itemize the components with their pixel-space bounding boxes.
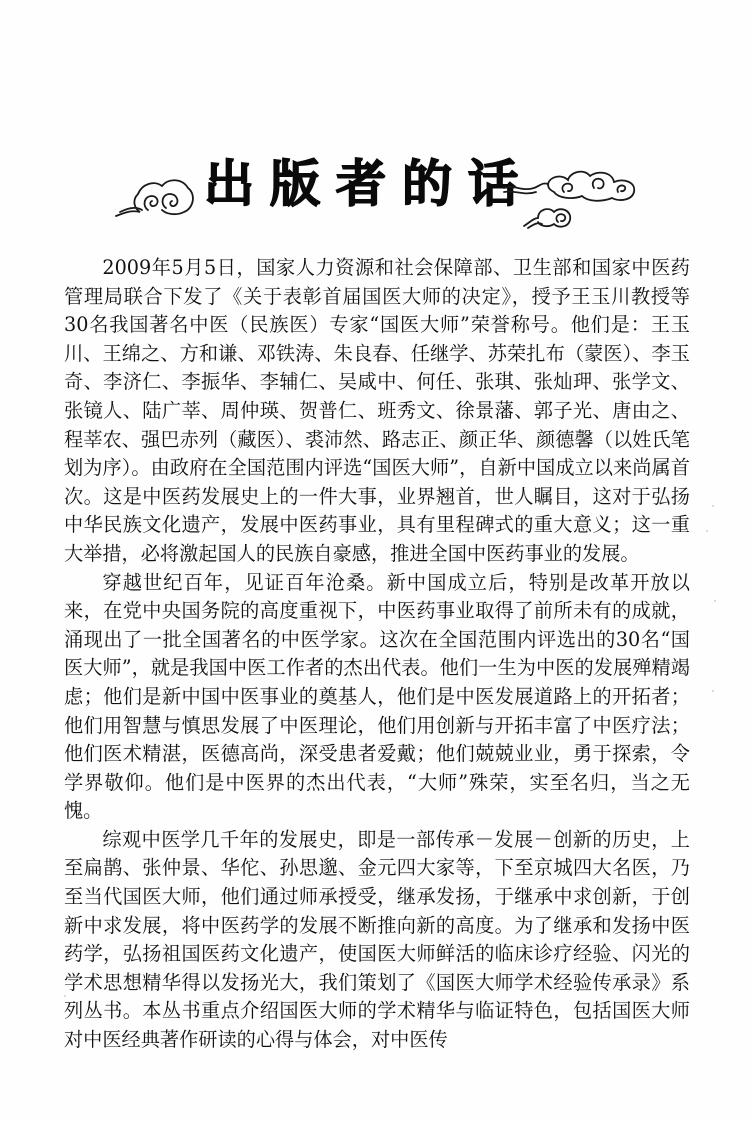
paragraph-2: 穿越世纪百年，见证百年沧桑。新中国成立后，特别是改革开放以来，在党中央国务院的高度重视下，中医药事业取得了前所未有的成就，涌现出了一批全国著名的中医学家。这次在全国范围内评选出的30名“国医大师”，就是我国中医工作者的杰出代表。他们一生为中医的发展殚精竭虑；他们是新中国中医事业的奠基人，他们是中医发展道路上的开拓者；他们用智慧与慎思发展了中医理论，他们用创新与开拓丰富了中医疗法；他们医术精湛，医德高尚，深受患者爱戴；他们兢兢业业，勇于探索，令学界敬仰。他们是中医界的杰出代表，“大师”殊荣，实至名归，当之无愧。 xyxy=(64,570,690,823)
scan-speck xyxy=(712,505,714,507)
title-banner xyxy=(112,148,652,228)
scan-speck xyxy=(706,530,708,532)
paragraph-1: 2009年5月5日，国家人力资源和社会保障部、卫生部和国家中医药管理局联合下发了《关于表彰首届国医大师的决定》，授予王玉川教授等30名我国著名中医（民族医）专家“国医大师”荣誉称号。他们是：王玉川、王绵之、方和谦、邓铁涛、朱良春、任继学、苏荣扎布（蒙医）、李玉奇、李济仁、李振华、李辅仁、吴咸中、何任、张琪、张灿玾、张学文、张镜人、陆广莘、周仲瑛、贺普仁、班秀文、徐景藩、郭子光、唐由之、程莘农、强巴赤列（藏医）、裘沛然、路志正、颜正华、颜德馨（以姓氏笔划为序）。由政府在全国范围内评选“国医大师”，自新中国成立以来尚属首次。这是中医药发展史上的一件大事，业界翘首，世人瞩目，这对于弘扬中华民族文化遗产，发展中医药事业，具有里程碑式的重大意义；这一重大举措，必将激起国人的民族自豪感，推进全国中医药事业的发展。 xyxy=(64,256,690,565)
scan-speck xyxy=(712,690,714,692)
paragraph-3: 综观中医学几千年的发展史，即是一部传承－发展－创新的历史，上至扁鹊、张仲景、华佗、孙思邈、金元四大家等，下至京城四大名医，乃至当代国医大师，他们通过师承授受，继承发扬，于继承中求创新，于创新中求发展，将中医药学的发展不断推向新的高度。为了继承和发扬中医药学，弘扬祖国医药文化遗产，使国医大师鲜活的临床诊疗经验、闪光的学术思想精华得以发扬光大，我们策划了《国医大师学术经验传承录》系列丛书。本丛书重点介绍国医大师的学术精华与临证特色，包括国医大师对中医经典著作研读的心得与体会，对中医传 xyxy=(64,827,690,1052)
page-title: 出版者的话 xyxy=(204,155,534,213)
scan-speck xyxy=(714,600,716,602)
cloud-ornament-small-icon xyxy=(522,200,574,230)
body-text xyxy=(64,254,690,1055)
cloud-ornament-left-icon xyxy=(112,172,196,222)
scan-speck xyxy=(64,995,66,997)
